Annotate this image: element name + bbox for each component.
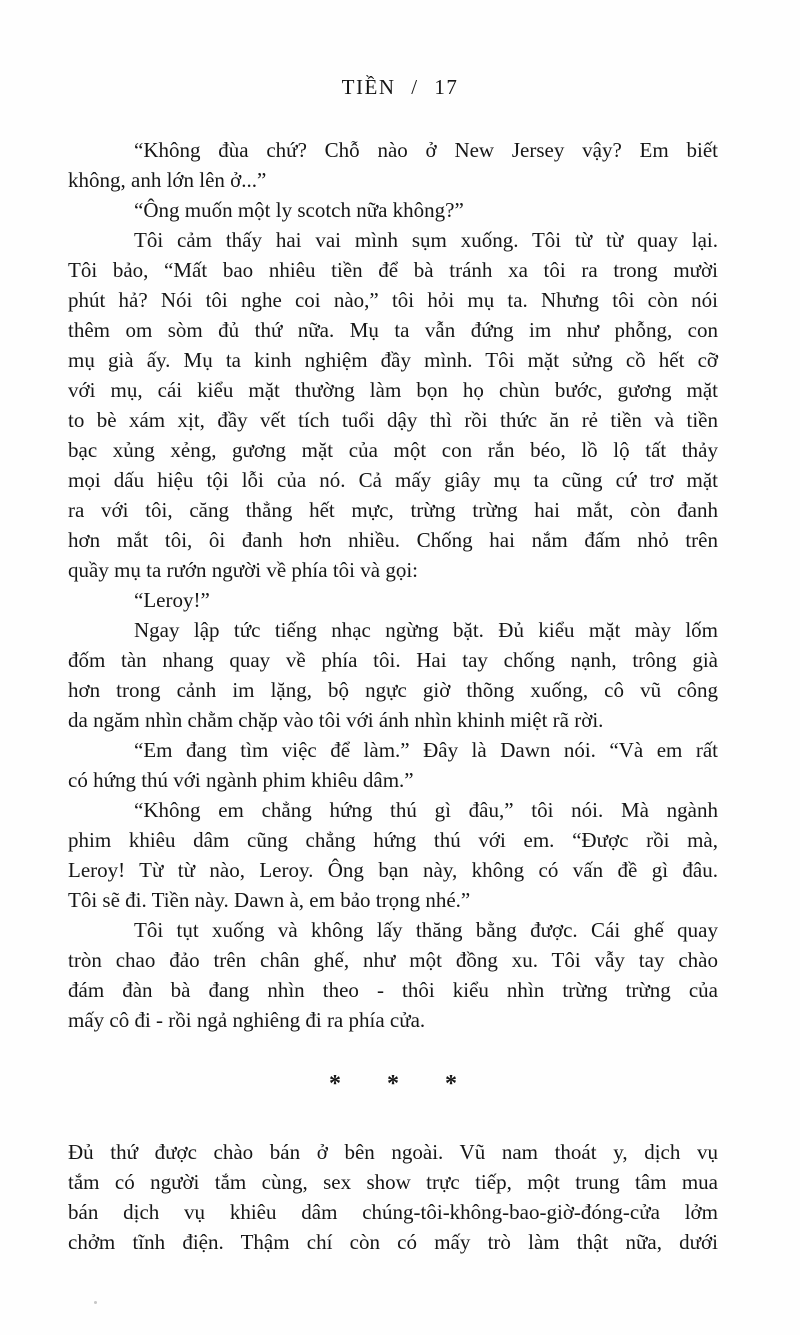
text-line: phim khiêu dâm cũng chẳng hứng thú với em. “Được rồi mà, — [68, 828, 718, 852]
text-line: hơn trong cảnh im lặng, bộ ngực giờ thõng xuống, cô vũ công — [68, 678, 718, 702]
text-line: Tôi bảo, “Mất bao nhiêu tiền để bà tránh xa tôi ra trong mười — [68, 258, 718, 282]
text-line: “Leroy!” — [134, 588, 210, 612]
text-line: bạc xủng xẻng, gương mặt của một con rắn béo, lồ lộ tất thảy — [68, 438, 718, 462]
text-line: “Không em chẳng hứng thú gì đâu,” tôi nói. Mà ngành — [134, 798, 718, 822]
text-line: bán dịch vụ khiêu dâm chúng-tôi-không-bao-giờ-đóng-cửa lởm — [68, 1200, 718, 1224]
text-line: mấy cô đi - rồi ngả nghiêng đi ra phía cửa. — [68, 1008, 426, 1032]
text-line: “Không đùa chứ? Chỗ nào ở New Jersey vậy? Em biết — [134, 138, 718, 162]
page-body — [0, 135, 800, 1257]
running-head — [0, 0, 800, 100]
paragraph — [68, 585, 718, 615]
text-line: không, anh lớn lên ở...” — [68, 168, 267, 192]
paragraph — [68, 615, 718, 735]
text-line: Tôi sẽ đi. Tiền này. Dawn à, em bảo trọng nhé.” — [68, 888, 471, 912]
text-line: ra với tôi, căng thẳng hết mực, trừng trừng hai mắt, còn đanh — [68, 498, 718, 522]
text-line: to bè xám xịt, đầy vết tích tuổi dậy thì rồi thức ăn rẻ tiền và tiền — [68, 408, 718, 432]
paragraph — [68, 915, 718, 1035]
text-line: mụ già ấy. Mụ ta kinh nghiệm đầy mình. Tôi mặt sửng cồ hết cỡ — [68, 348, 718, 372]
text-line: hơn mắt tôi, ôi đanh hơn nhiều. Chống hai nắm đấm nhỏ trên — [68, 528, 718, 552]
text-line: với mụ, cái kiểu mặt thường làm bọn họ chùn bước, gương mặt — [68, 378, 718, 402]
text-line: tròn chao đảo trên chân ghế, như một đồng xu. Tôi vẫy tay chào — [68, 948, 718, 972]
text-line: Ngay lập tức tiếng nhạc ngừng bặt. Đủ kiểu mặt mày lốm — [134, 618, 718, 642]
text-line: thêm om sòm đủ thứ nữa. Mụ ta vẫn đứng im như phỗng, con — [68, 318, 718, 342]
paragraph — [68, 195, 718, 225]
text-line: da ngăm nhìn chằm chặp vào tôi với ánh nhìn khinh miệt rã rời. — [68, 708, 604, 732]
paragraph — [68, 135, 718, 195]
text-line: Đủ thứ được chào bán ở bên ngoài. Vũ nam thoát y, dịch vụ — [68, 1140, 718, 1164]
text-line: “Em đang tìm việc để làm.” Đây là Dawn nói. “Và em rất — [134, 738, 718, 762]
text-line: phút hả? Nói tôi nghe coi nào,” tôi hỏi mụ ta. Nhưng tôi còn nói — [68, 288, 718, 312]
scan-speck — [94, 1301, 97, 1304]
text-line: Tôi cảm thấy hai vai mình sụm xuống. Tôi từ từ quay lại. — [134, 228, 718, 252]
text-line: mọi dấu hiệu tội lỗi của nó. Cả mấy giây mụ ta cũng cứ trơ mặt — [68, 468, 718, 492]
text-line: Leroy! Từ từ nào, Leroy. Ông bạn này, không có vấn đề gì đâu. — [68, 858, 718, 882]
text-line: đám đàn bà đang nhìn theo - thôi kiểu nhìn trừng trừng của — [68, 978, 718, 1002]
text-line: quầy mụ ta rướn người về phía tôi và gọi: — [68, 558, 418, 582]
section-separator: * * * — [329, 1071, 477, 1097]
section-1 — [68, 135, 718, 1035]
page-header-title: TIỀN / 17 — [341, 75, 459, 99]
text-line: “Ông muốn một ly scotch nữa không?” — [134, 198, 464, 222]
text-line: đốm tàn nhang quay về phía tôi. Hai tay chống nạnh, trông già — [68, 648, 718, 672]
paragraph — [68, 225, 718, 585]
paragraph — [68, 795, 718, 915]
section-2 — [68, 1137, 718, 1257]
text-line: tắm có người tắm cùng, sex show trực tiếp, một trung tâm mua — [68, 1170, 718, 1194]
paragraph — [68, 1137, 718, 1257]
text-line: chởm tĩnh điện. Thậm chí còn có mấy trò làm thật nữa, dưới — [68, 1230, 718, 1254]
text-line: có hứng thú với ngành phim khiêu dâm.” — [68, 768, 414, 792]
text-line: Tôi tụt xuống và không lấy thăng bằng được. Cái ghế quay — [134, 918, 718, 942]
paragraph — [68, 735, 718, 795]
